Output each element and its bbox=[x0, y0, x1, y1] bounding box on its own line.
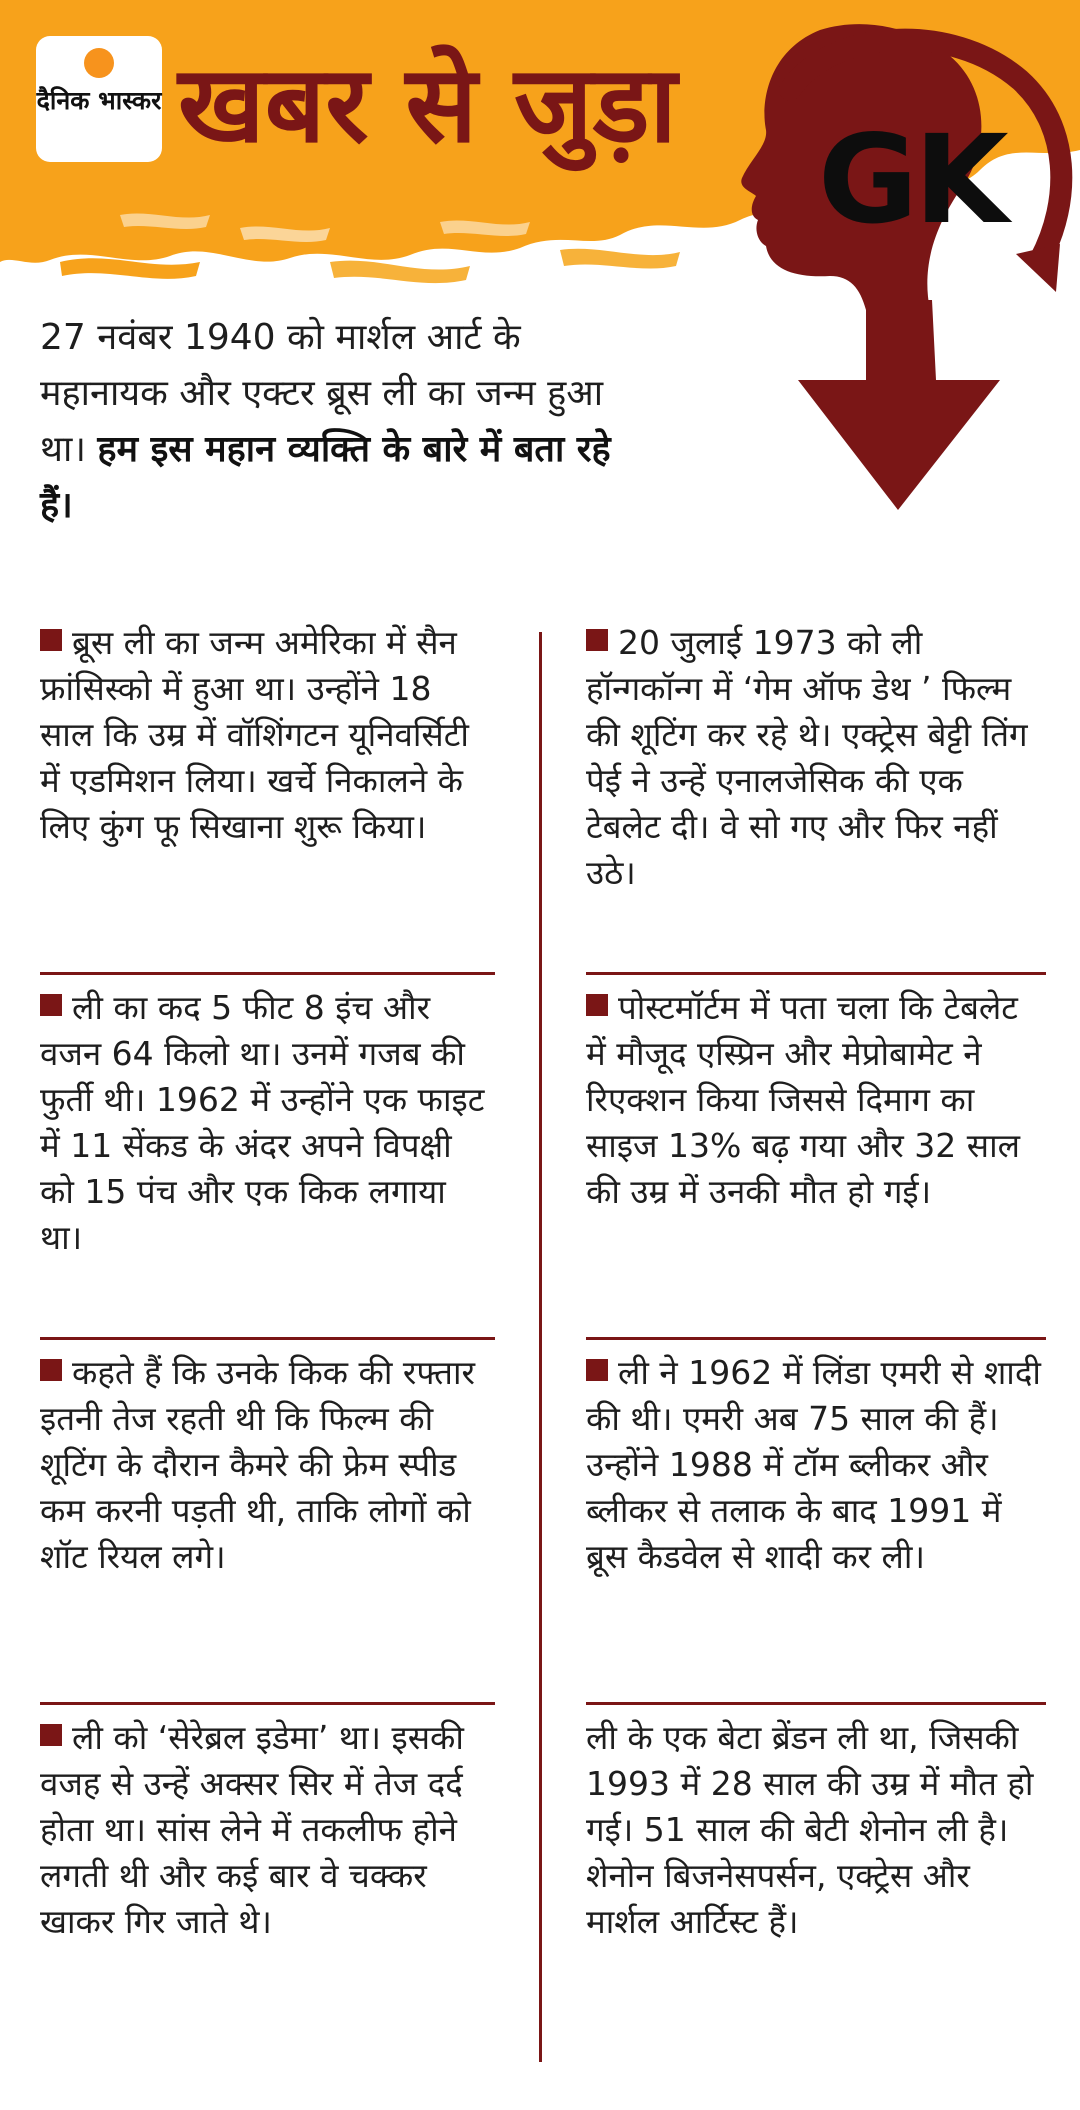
facts-left-column bbox=[40, 610, 495, 1963]
head-silhouette-arrow-icon bbox=[700, 20, 1080, 540]
fact-item bbox=[586, 975, 1046, 1340]
square-bullet-icon bbox=[40, 1359, 62, 1381]
fact-item bbox=[40, 1705, 495, 1963]
gk-badge: GK bbox=[818, 109, 1005, 251]
column-divider bbox=[539, 632, 542, 2062]
fact-item bbox=[40, 610, 495, 975]
intro-text: 27 नवंबर 1940 को मार्शल आर्ट के महानायक और एक्टर ब्रूस ली का जन्म हुआ था। bbox=[40, 317, 604, 470]
fact-item bbox=[586, 1705, 1046, 1963]
fact-text: ली के एक बेटा ब्रेंडन ली था, जिसकी 1993 में 28 साल की उम्र में मौत हो गई। 51 साल की बेटी शेनोन ली है। शेनोन बिजनेसपर्सन, एक्ट्रेस और मार्शल आर्टिस्ट हैं। bbox=[586, 1718, 1034, 1941]
fact-text: ली का कद 5 फीट 8 इंच और वजन 64 किलो था। उनमें गजब की फुर्ती थी। 1962 में उन्होंने एक फाइट में 11 सेंकड के अंदर अपने विपक्षी को 15 पंच और एक किक लगाया था। bbox=[40, 988, 485, 1257]
fact-item bbox=[586, 610, 1046, 975]
headline: खबर से जुड़ा bbox=[178, 43, 677, 166]
square-bullet-icon bbox=[586, 629, 608, 651]
intro-paragraph bbox=[40, 310, 640, 534]
sun-icon bbox=[84, 48, 114, 78]
dainik-bhaskar-logo bbox=[36, 36, 162, 162]
logo-text: दैनिक भास्कर bbox=[36, 86, 162, 115]
fact-text: ब्रूस ली का जन्म अमेरिका में सैन फ्रांसिस्को में हुआ था। उन्होंने 18 साल कि उम्र में वॉशिंगटन यूनिवर्सिटी में एडमिशन लिया। खर्चे निकालने के लिए कुंग फू सिखाना शुरू किया। bbox=[40, 623, 469, 846]
fact-text: 20 जुलाई 1973 को ली हॉन्गकॉन्ग में ‘गेम ऑफ डेथ ’ फिल्म की शूटिंग कर रहे थे। एक्ट्रेस बेट्टी तिंग पेई ने उन्हें एनालजेसिक की एक टेबलेट दी। वे सो गए और फिर नहीं उठे। bbox=[586, 623, 1028, 892]
fact-item bbox=[40, 1340, 495, 1705]
facts-right-column bbox=[586, 610, 1046, 1963]
fact-text: ली को ‘सेरेब्रल इडेमा’ था। इसकी वजह से उन्हें अक्सर सिर में तेज दर्द होता था। सांस लेने में तकलीफ होने लगती थी और कई बार वे चक्कर खाकर गिर जाते थे। bbox=[40, 1718, 464, 1941]
fact-text: ली ने 1962 में लिंडा एमरी से शादी की थी। एमरी अब 75 साल की हैं। उन्होंने 1988 में टॉम ब्लीकर और ब्लीकर से तलाक के बाद 1991 में ब्रूस कैडवेल से शादी कर ली। bbox=[586, 1353, 1041, 1576]
square-bullet-icon bbox=[586, 1359, 608, 1381]
square-bullet-icon bbox=[40, 994, 62, 1016]
fact-text: कहते हैं कि उनके किक की रफ्तार इतनी तेज रहती थी कि फिल्म की शूटिंग के दौरान कैमरे की फ्रेम स्पीड कम करनी पड़ती थी, ताकि लोगों को शॉट रियल लगे। bbox=[40, 1353, 476, 1576]
square-bullet-icon bbox=[40, 1724, 62, 1746]
fact-item bbox=[40, 975, 495, 1340]
fact-text: पोस्टमॉर्टम में पता चला कि टेबलेट में मौजूद एस्प्रिन और मेप्रोबामेट ने रिएक्शन किया जिससे दिमाग का साइज 13% बढ़ गया और 32 साल की उम्र में उनकी मौत हो गई। bbox=[586, 988, 1020, 1211]
intro-bold-text: हम इस महान व्यक्ति के बारे में बता रहे हैं। bbox=[40, 429, 611, 526]
fact-item bbox=[586, 1340, 1046, 1705]
square-bullet-icon bbox=[586, 994, 608, 1016]
square-bullet-icon bbox=[40, 629, 62, 651]
